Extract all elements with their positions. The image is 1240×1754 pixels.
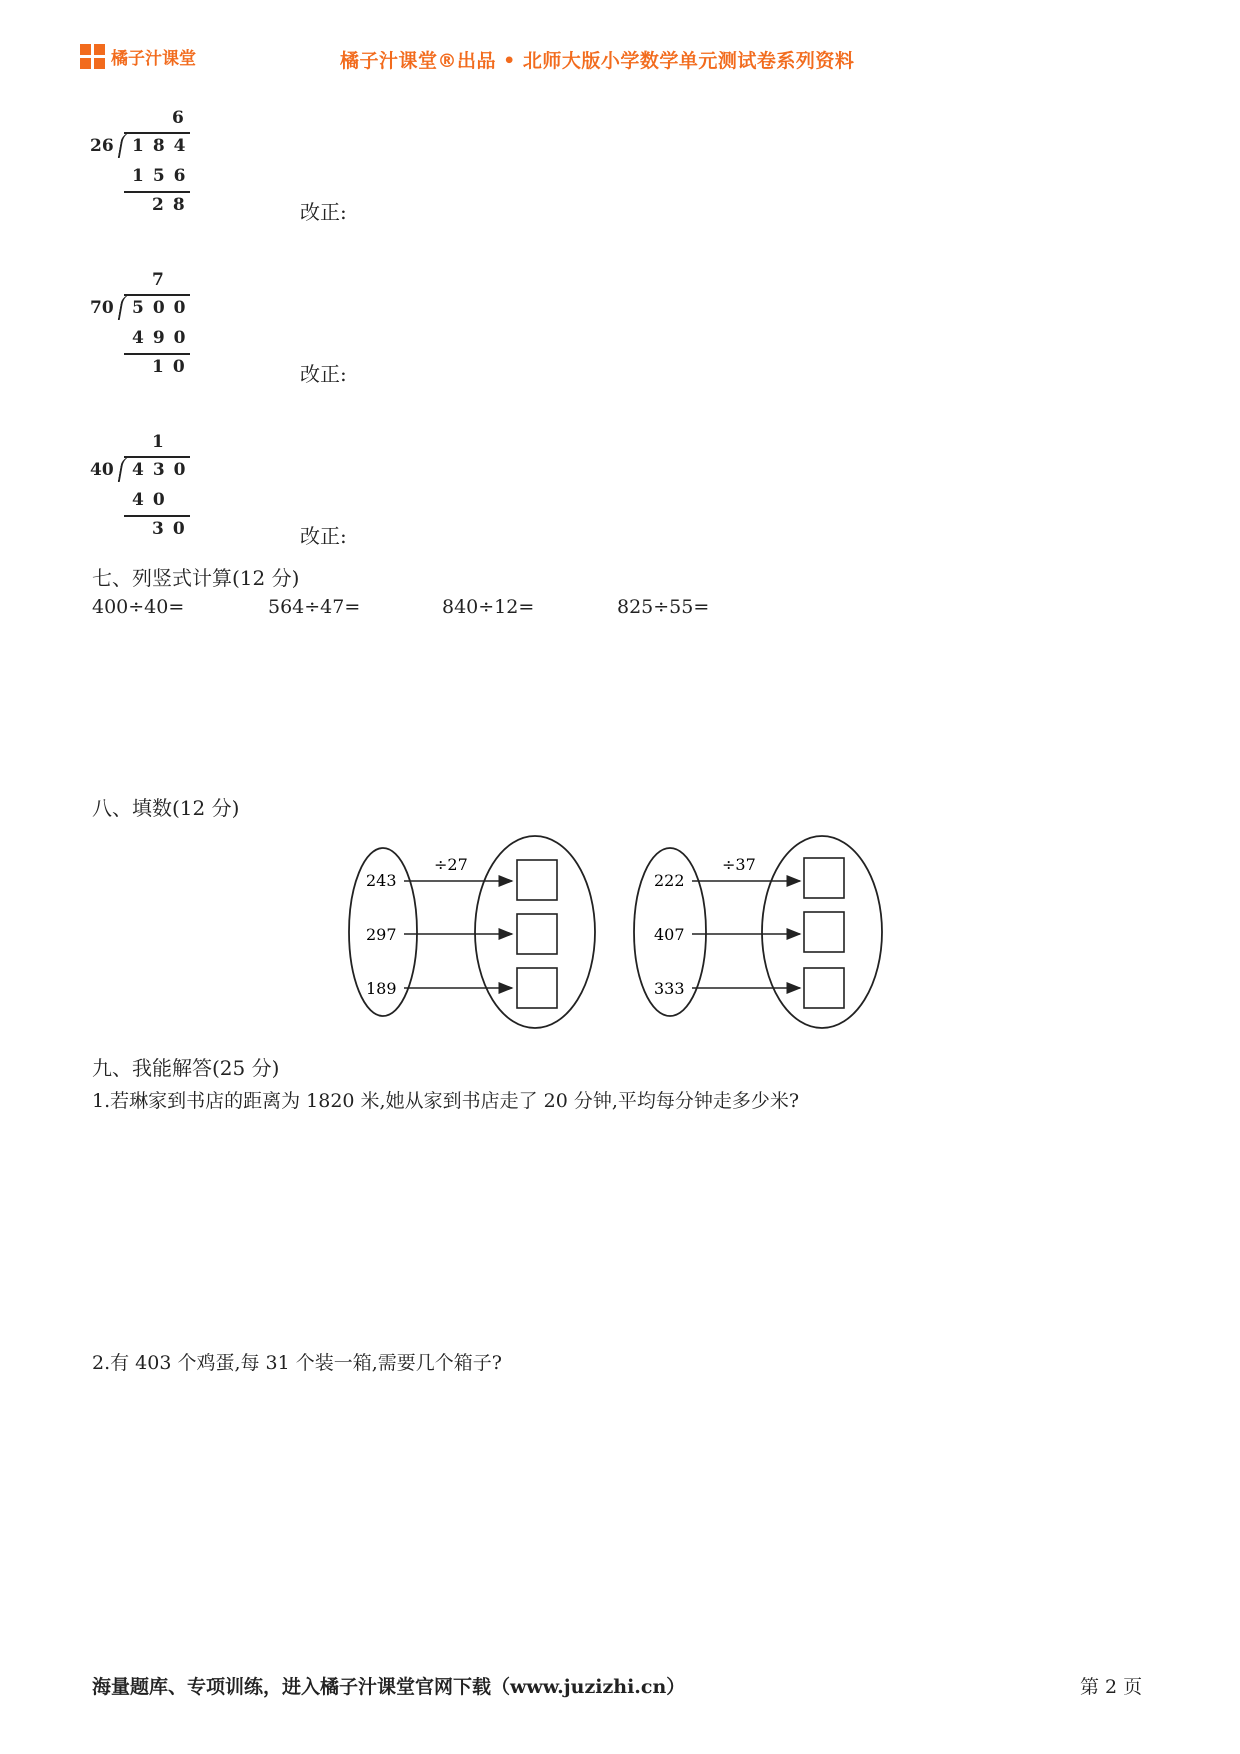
answer-box[interactable] (804, 912, 844, 952)
calc-problem-1: 400÷40= (92, 596, 185, 618)
mapping-diagram-2 (634, 836, 882, 1028)
logo-text: 橘子汁课堂 (111, 49, 196, 69)
page-number: 第 2 页 (1080, 1676, 1143, 1698)
dividend: 500 (132, 298, 195, 318)
answer-box[interactable] (517, 968, 557, 1008)
subtraction-line (124, 191, 190, 193)
quotient: 1 (152, 432, 164, 452)
product: 490 (132, 328, 195, 348)
correction-label: 改正: (300, 362, 347, 386)
dividend: 430 (132, 460, 195, 480)
calc-problem-4: 825÷55= (617, 596, 710, 618)
division-problem-3 (90, 432, 195, 539)
correction-label: 改正: (300, 524, 347, 548)
calc-problem-3: 840÷12= (442, 596, 535, 618)
divisor: 26 (90, 136, 114, 156)
product: 156 (132, 166, 195, 186)
product: 40 (132, 490, 174, 510)
answer-box[interactable] (517, 860, 557, 900)
brand-logo (80, 44, 196, 69)
section-9-title: 九、我能解答(25 分) (92, 1056, 280, 1080)
mapping-diagram-1 (349, 836, 595, 1028)
dividend: 184 (132, 136, 195, 156)
input-value: 222 (654, 871, 685, 890)
logo-grid-icon (80, 44, 105, 69)
header-title: 橘子汁课堂®出品 • 北师大版小学数学单元测试卷系列资料 (340, 50, 855, 72)
input-value: 297 (366, 925, 397, 944)
word-problem-1: 1.若琳家到书店的距离为 1820 米,她从家到书店走了 20 分钟,平均每分钟走多少米? (92, 1090, 800, 1112)
remainder: 28 (152, 195, 194, 215)
input-value: 189 (366, 979, 397, 998)
subtraction-line (124, 515, 190, 517)
answer-box[interactable] (804, 858, 844, 898)
answer-box[interactable] (804, 968, 844, 1008)
footer-promo: 海量题库、专项训练，进入橘子汁课堂官网下载（www.juzizhi.cn） (92, 1676, 686, 1698)
operator-label: ÷37 (722, 855, 756, 874)
section-7-title: 七、列竖式计算(12 分) (92, 566, 300, 590)
quotient: 7 (152, 270, 164, 290)
word-problem-2: 2.有 403 个鸡蛋,每 31 个装一箱,需要几个箱子? (92, 1352, 502, 1374)
divisor: 40 (90, 460, 114, 480)
section-8-title: 八、填数(12 分) (92, 796, 240, 820)
input-value: 243 (366, 871, 397, 890)
correction-label: 改正: (300, 200, 347, 224)
remainder: 10 (152, 357, 194, 377)
input-value: 407 (654, 925, 685, 944)
subtraction-line (124, 353, 190, 355)
quotient: 6 (172, 108, 184, 128)
division-problem-2 (90, 270, 195, 377)
remainder: 30 (152, 519, 194, 539)
calc-problem-2: 564÷47= (268, 596, 361, 618)
operator-label: ÷27 (434, 855, 468, 874)
answer-box[interactable] (517, 914, 557, 954)
division-problem-1 (90, 108, 195, 215)
divisor: 70 (90, 298, 114, 318)
fill-number-diagram (330, 830, 890, 1030)
input-value: 333 (654, 979, 685, 998)
